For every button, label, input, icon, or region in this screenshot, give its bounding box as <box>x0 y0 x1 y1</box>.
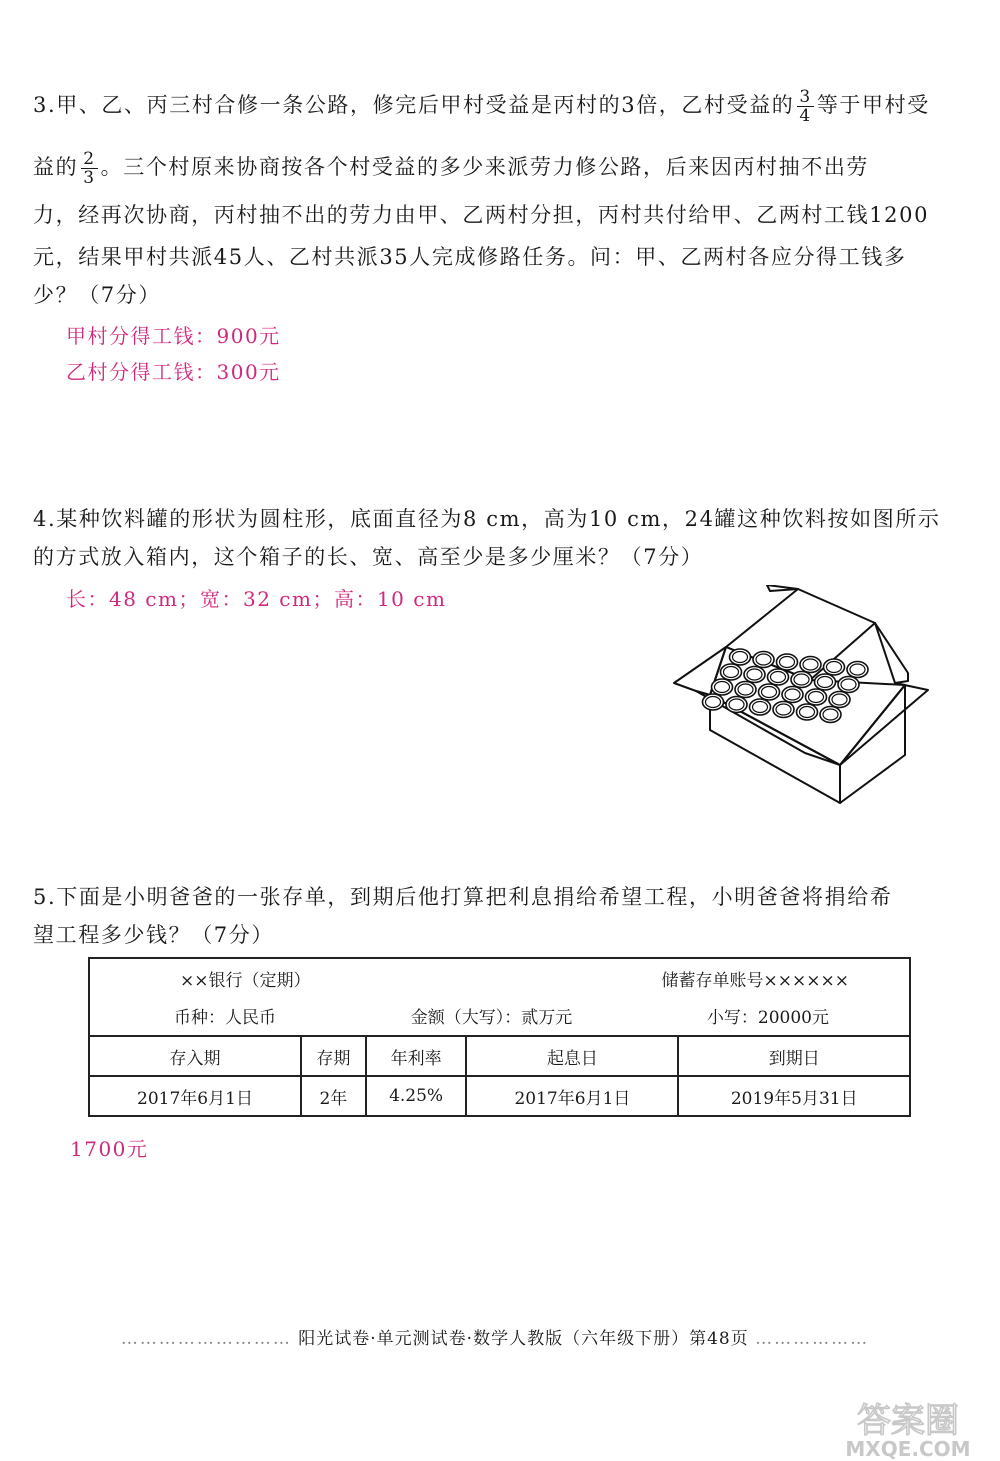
frac-denominator: 4 <box>799 106 812 126</box>
cans-group <box>703 649 869 723</box>
amount-caps: 金额（大写）：贰万元 <box>410 1008 573 1028</box>
q4-answer: 长：48 cm；宽：32 cm；高：10 cm <box>66 587 447 611</box>
q3-line-2 <box>33 150 869 187</box>
table-cell: 2017年6月1日 <box>466 1076 678 1116</box>
q5-line-1: 5.下面是小明爸爸的一张存单，到期后他打算把利息捐给希望工程，小明爸爸将捐给希 <box>33 885 893 909</box>
watermark-logo <box>818 1394 998 1459</box>
table-row <box>89 1076 910 1116</box>
q3-answer-1: 甲村分得工钱：900元 <box>66 324 281 348</box>
frac-numerator: 2 <box>83 149 96 169</box>
footer-text: 阳光试卷·单元测试卷·数学人教版（六年级下册）第48页 <box>298 1329 749 1349</box>
account-number: 储蓄存单账号×××××× <box>661 971 849 991</box>
table-header: 存期 <box>301 1036 366 1076</box>
frac-denominator: 3 <box>83 168 96 188</box>
deposit-slip-header <box>89 958 910 1036</box>
table-cell: 2017年6月1日 <box>89 1076 301 1116</box>
q3-text: 。三个村原来协商按各个村受益的多少来派劳力修公路，后来因丙村抽不出劳 <box>100 155 870 179</box>
q3-text: 益的 <box>33 155 79 179</box>
q3-line-1 <box>33 88 930 125</box>
q3-line-5: 少？（7分） <box>33 283 161 307</box>
page-footer <box>90 1324 900 1349</box>
table-cell: 2019年5月31日 <box>678 1076 910 1116</box>
q5-line-2: 望工程多少钱？（7分） <box>33 923 274 947</box>
currency: 币种：人民币 <box>174 1008 276 1028</box>
table-cell: 4.25% <box>366 1076 467 1116</box>
table-header: 起息日 <box>466 1036 678 1076</box>
table-header: 年利率 <box>366 1036 467 1076</box>
footer-dots-right: ……………… <box>755 1329 870 1349</box>
footer-dots-left: ……………………… <box>120 1329 292 1349</box>
table-header: 存入期 <box>89 1036 301 1076</box>
watermark-line-1: 答案圈 <box>857 1401 959 1441</box>
q5-answer: 1700元 <box>70 1137 149 1161</box>
fraction-2-3 <box>81 150 97 187</box>
frac-numerator: 3 <box>799 87 812 107</box>
amount-small: 小写：20000元 <box>706 1008 829 1028</box>
q3-line-4: 元，结果甲村共派45人、乙村共派35人完成修路任务。问：甲、乙两村各应分得工钱多 <box>33 245 907 269</box>
watermark-line-2: MXQE.COM <box>845 1437 971 1459</box>
deposit-slip-table <box>88 957 911 1117</box>
q4-line-1: 4.某种饮料罐的形状为圆柱形，底面直径为8 cm，高为10 cm，24罐这种饮料按如图所示 <box>33 507 941 531</box>
box-of-cans-illustration <box>670 585 930 805</box>
bank-name: ××银行（定期） <box>180 971 311 991</box>
q3-text: 等于甲村受 <box>816 93 930 117</box>
fraction-3-4 <box>797 88 813 125</box>
q3-text: 3.甲、乙、丙三村合修一条公路，修完后甲村受益是丙村的3倍，乙村受益的 <box>33 93 795 117</box>
q3-answer-2: 乙村分得工钱：300元 <box>66 360 281 384</box>
table-header-row <box>89 1036 910 1076</box>
table-header: 到期日 <box>678 1036 910 1076</box>
q3-line-3: 力，经再次协商，丙村抽不出的劳力由甲、乙两村分担，丙村共付给甲、乙两村工钱1200 <box>33 203 930 227</box>
q4-line-2: 的方式放入箱内，这个箱子的长、宽、高至少是多少厘米？（7分） <box>33 545 704 569</box>
table-cell: 2年 <box>301 1076 366 1116</box>
